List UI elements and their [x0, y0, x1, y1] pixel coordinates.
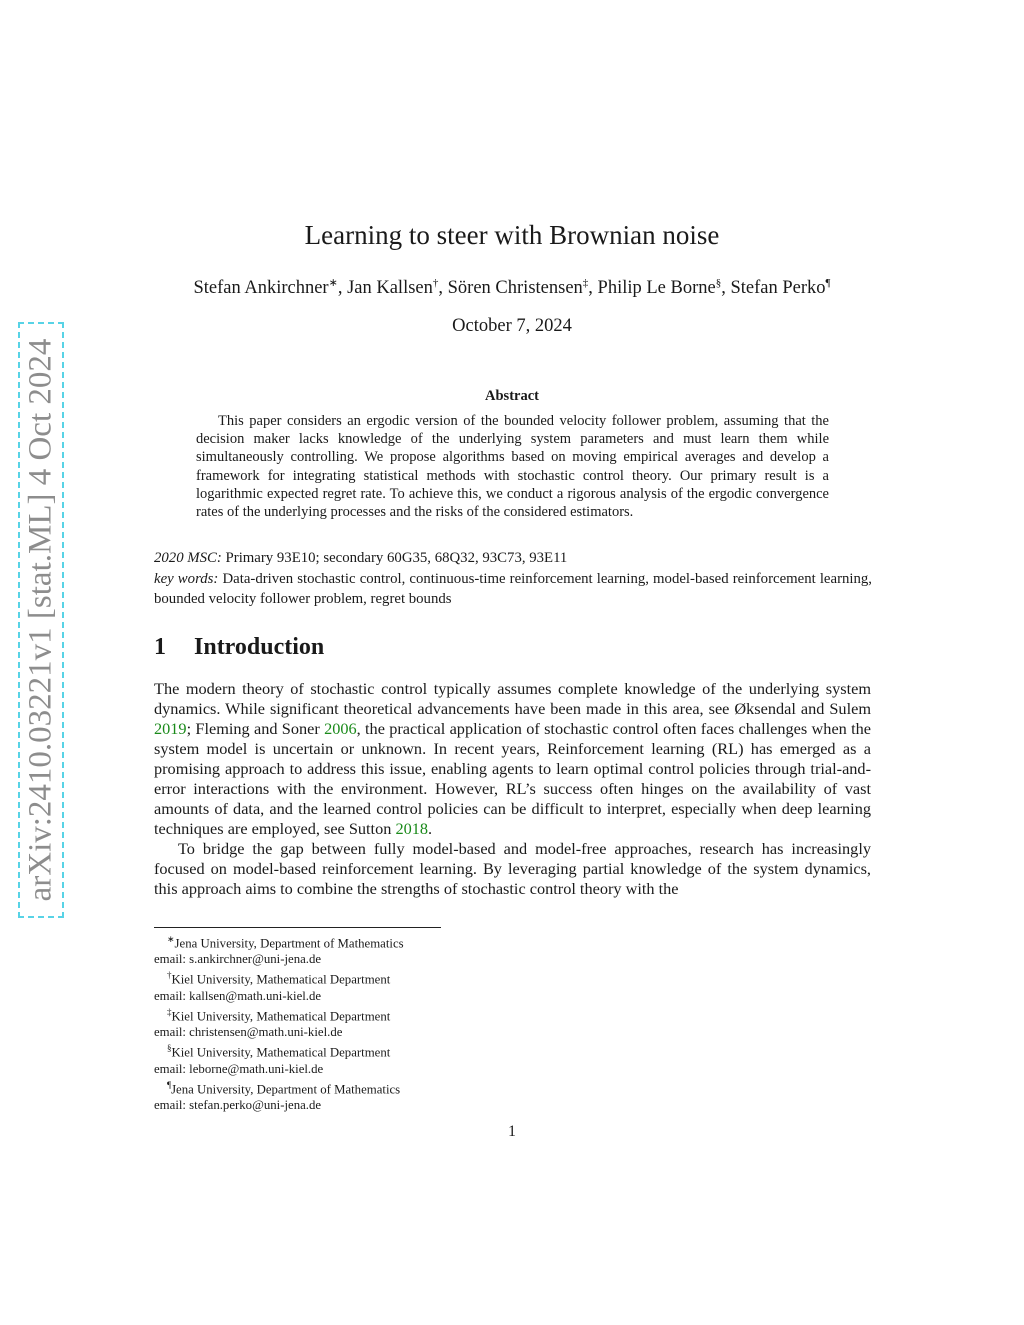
footnote-affiliation — [154, 1077, 654, 1097]
footnote-affiliation-text: Kiel University, Mathematical Department — [171, 972, 391, 987]
msc-label: 2020 MSC: — [154, 550, 222, 566]
footnote-email: email: s.ankirchner@uni-jena.de — [154, 952, 322, 967]
section-heading — [154, 634, 324, 661]
abstract-heading: Abstract — [485, 388, 539, 404]
footnotes — [154, 931, 654, 1113]
author-mark: † — [432, 277, 439, 289]
author-name: Stefan Perko — [730, 278, 826, 299]
footnote-mark: † — [167, 970, 172, 981]
intro-text: , the practical application of stochastic control often faces challenges when the system model is uncertain or unknown. In recent years, Reinforcement learning (RL) has emerged as a promising approach to address this issue, enabling agents to learn optimal control policies through trial-and-error interactions with the environment. However, RL’s success often hinges on the availability of vast amounts of data, and the learned control policies can be difficult to interpret, especially when deep learning techniques are employed, see Sutton — [154, 719, 872, 838]
footnote-affiliation — [154, 931, 654, 951]
intro-text: . — [428, 819, 433, 838]
intro-paragraph — [154, 679, 871, 839]
paper-date: October 7, 2024 — [452, 316, 572, 336]
keywords-line — [154, 569, 872, 609]
footnote-mark: § — [167, 1043, 172, 1054]
section-number: 1 — [154, 634, 166, 660]
citation-link[interactable]: 2006 — [324, 719, 357, 738]
footnote-affiliation — [154, 1040, 654, 1060]
author-list: Stefan Ankirchner∗, Jan Kallsen†, Sören Christensen‡, Philip Le Borne§, Stefan Perko¶ — [193, 277, 831, 299]
author-mark: ∗ — [328, 277, 338, 289]
msc-line — [154, 549, 872, 568]
author-name: Jan Kallsen — [347, 278, 433, 299]
footnote-mark: ‡ — [167, 1006, 172, 1017]
footnote-affiliation-text: Kiel University, Mathematical Department — [171, 1009, 391, 1024]
footnote-email: email: stefan.perko@uni-jena.de — [154, 1098, 322, 1113]
footnote-affiliation — [154, 967, 654, 987]
footnote-affiliation — [154, 1004, 654, 1024]
footnote-email: email: leborne@math.uni-kiel.de — [154, 1061, 324, 1076]
author-name: Stefan Ankirchner — [193, 278, 329, 299]
intro-text: ; Fleming and Soner — [186, 719, 325, 738]
keywords-label: key words: — [154, 571, 219, 587]
footnote-affiliation-text: Jena University, Department of Mathematics — [171, 1082, 401, 1097]
intro-body — [154, 679, 871, 899]
citation-link[interactable]: 2018 — [395, 819, 428, 838]
footnote-email: email: christensen@math.uni-kiel.de — [154, 1025, 343, 1040]
keywords-text: Data-driven stochastic control, continuous-time reinforcement learning, model-based reinforcement learning, bounded velocity follower problem, regret bounds — [154, 571, 872, 607]
author-name: Philip Le Borne — [597, 278, 716, 299]
footnote-email: email: kallsen@math.uni-kiel.de — [154, 988, 322, 1003]
arxiv-stamp — [18, 322, 64, 918]
author-mark: § — [715, 277, 722, 289]
intro-text: The modern theory of stochastic control typically assumes complete knowledge of the underlying system dynamics. While significant theoretical advancements have been made in this area, see Øksendal and Sulem — [154, 679, 871, 718]
arxiv-stamp-text: arXiv:2410.03221v1 [stat.ML] 4 Oct 2024 — [22, 338, 59, 902]
footnote-mark: ∗ — [167, 934, 175, 944]
section-title: Introduction — [194, 634, 325, 660]
msc-text: Primary 93E10; secondary 60G35, 68Q32, 93C73, 93E11 — [225, 550, 568, 566]
abstract-text: This paper considers an ergodic version of the bounded velocity follower problem, assuming that the decision maker lacks knowledge of the underlying system parameters and must learn them while simultaneously controlling. We propose algorithms based on moving empirical averages and develop a framework for integrating statistical methods with stochastic control theory. Our primary result is a logarithmic expected regret rate. To achieve this, we conduct a rigorous analysis of the ergodic convergence rates of the underlying processes and the risks of the considered estimators. — [196, 413, 829, 521]
author-name: Sören Christensen — [447, 278, 583, 299]
citation-link[interactable]: 2019 — [154, 719, 187, 738]
intro-paragraph: To bridge the gap between fully model-based and model-free approaches, research has increasingly focused on model-based reinforcement learning. By leveraging partial knowledge of the system dynamics, this approach aims to combine the strengths of stochastic control theory with the — [154, 839, 871, 898]
footnote-affiliation-text: Jena University, Department of Mathematics — [174, 936, 404, 951]
author-mark: ¶ — [825, 277, 831, 289]
paper-title: Learning to steer with Brownian noise — [304, 220, 720, 250]
author-mark: ‡ — [582, 277, 589, 289]
footnote-mark: ¶ — [167, 1079, 172, 1090]
footnote-affiliation-text: Kiel University, Mathematical Department — [171, 1045, 391, 1060]
page-number: 1 — [508, 1123, 516, 1140]
footnote-rule — [154, 927, 441, 928]
